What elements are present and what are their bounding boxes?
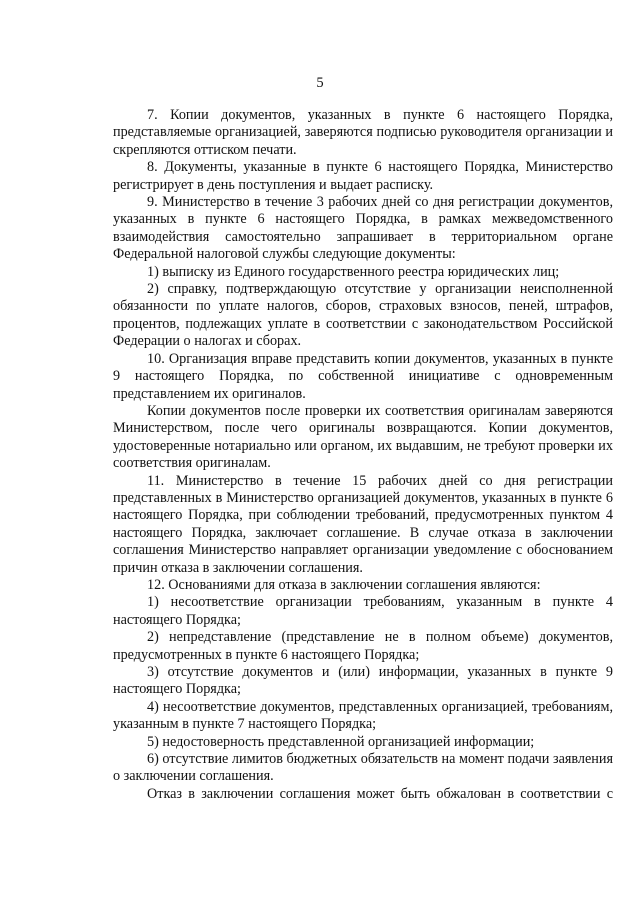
paragraph-11-agreement: 11. Министерство в течение 15 рабочих дней со дня регистрации представленных в Министерство организацией документов, указанных в пункте 6 настоящего Порядка, при соблюдении требований, предусмотренных пунктом 4 настоящего Порядка, заключает соглашение. В случае отказа в заключении соглашения Министерство направляет организации уведомление с обоснованием причин отказа в заключении соглашения.	[113, 472, 613, 576]
paragraph-10-copies-verification: Копии документов после проверки их соответствия оригиналам заверяются Министерством, после чего оригиналы возвращаются. Копии документов, удостоверенные нотариально или органом, их выдавшим, не требуют проверки их соответствия оригиналам.	[113, 402, 613, 472]
list-item-12-6: 6) отсутствие лимитов бюджетных обязательств на момент подачи заявления о заключении соглашения.	[113, 751, 613, 785]
page-number: 5	[316, 75, 324, 91]
document-body	[113, 107, 613, 803]
list-item-9-1: 1) выписку из Единого государственного реестра юридических лиц;	[147, 263, 560, 280]
paragraph-12-refusal-grounds: 12. Основаниями для отказа в заключении соглашения являются:	[147, 576, 541, 593]
list-item-12-5: 5) недостоверность представленной организацией информации;	[147, 733, 535, 750]
paragraph-10-organization-right: 10. Организация вправе представить копии документов, указанных в пункте 9 настоящего Порядка, по собственной инициативе с одновременным представлением их оригиналов.	[113, 350, 613, 402]
paragraph-7-copies-certification: 7. Копии документов, указанных в пункте 6 настоящего Порядка, представляемые организацией, заверяются подписью руководителя организации и скрепляются оттиском печати.	[113, 107, 613, 158]
list-item-12-3: 3) отсутствие документов и (или) информации, указанных в пункте 9 настоящего Порядка;	[113, 664, 613, 698]
list-item-12-1: 1) несоответствие организации требованиям, указанным в пункте 4 настоящего Порядка;	[113, 594, 613, 628]
list-item-12-2: 2) непредставление (представление не в полном объеме) документов, предусмотренных в пункте 6 настоящего Порядка;	[113, 629, 613, 663]
paragraph-8-registration: 8. Документы, указанные в пункте 6 настоящего Порядка, Министерство регистрирует в день поступления и выдает расписку.	[113, 159, 613, 193]
paragraph-9-ministry-request: 9. Министерство в течение 3 рабочих дней со дня регистрации документов, указанных в пункте 6 настоящего Порядка, в рамках межведомственного взаимодействия самостоятельно запрашивает в территориальном органе Федеральной налоговой службы следующие документы:	[113, 194, 613, 263]
paragraph-refusal-appeal: Отказ в заключении соглашения может быть обжалован в соответствии с	[147, 785, 613, 802]
list-item-9-2: 2) справку, подтверждающую отсутствие у организации неисполненной обязанности по уплате налогов, сборов, страховых взносов, пеней, штрафов, процентов, подлежащих уплате в соответствии с законодательством Российской Федерации о налогах и сборах.	[113, 281, 613, 350]
list-item-12-4: 4) несоответствие документов, представленных организацией, требованиям, указанным в пункте 7 настоящего Порядка;	[113, 698, 613, 733]
